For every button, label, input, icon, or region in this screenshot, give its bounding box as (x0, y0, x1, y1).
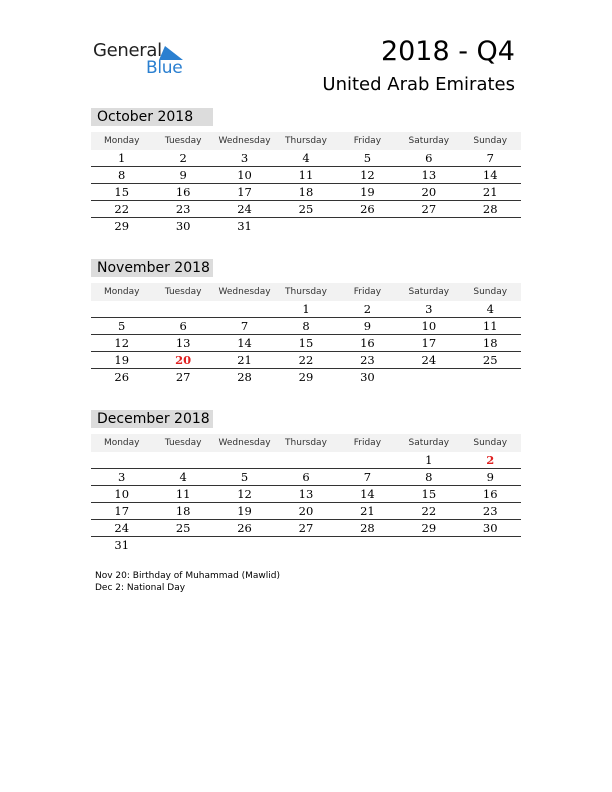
day-cell: 15 (298, 336, 314, 350)
day-cell: 21 (482, 185, 498, 199)
day-cell (91, 301, 152, 317)
month-name: November 2018 (91, 259, 213, 277)
day-cell (337, 537, 398, 554)
week-row (91, 520, 521, 537)
weekday-label: Friday (353, 438, 382, 448)
month-name: December 2018 (91, 410, 213, 428)
day-cell: 4 (486, 302, 494, 316)
day-cell (398, 369, 459, 386)
day-cell (460, 369, 521, 386)
day-cell: 31 (237, 219, 252, 233)
day-cell: 7 (486, 151, 494, 165)
weekday-label: Thursday (285, 287, 327, 297)
day-cell: 18 (298, 185, 314, 199)
day-cell: 14 (482, 168, 498, 182)
day-cell (152, 452, 213, 468)
weekday-label: Monday (103, 287, 140, 297)
holiday-notes (95, 570, 280, 594)
day-cell (337, 218, 398, 235)
day-cell: 2 (486, 453, 495, 467)
day-cell: 1 (302, 302, 310, 316)
weekday-header (91, 132, 521, 150)
weekday-header (91, 434, 521, 452)
month-november (91, 259, 521, 386)
week-row (91, 301, 521, 318)
day-cell: 24 (237, 202, 252, 216)
day-cell: 15 (421, 487, 437, 501)
week-row (91, 486, 521, 503)
week-row (91, 218, 521, 235)
day-cell: 17 (421, 336, 437, 350)
day-cell: 29 (114, 219, 130, 233)
day-cell: 13 (421, 168, 437, 182)
day-cell: 25 (482, 353, 498, 367)
day-cell: 11 (298, 168, 314, 182)
day-cell: 29 (298, 370, 314, 384)
weekday-label: Saturday (408, 136, 450, 146)
day-cell: 30 (482, 521, 498, 535)
day-cell: 26 (360, 202, 375, 216)
day-cell: 4 (302, 151, 310, 165)
day-cell: 21 (237, 353, 252, 367)
day-cell: 2 (363, 302, 372, 316)
day-cell (152, 537, 213, 554)
day-cell: 3 (425, 302, 433, 316)
weekday-label: Friday (353, 287, 382, 297)
day-cell: 7 (240, 319, 249, 333)
weekday-label: Tuesday (164, 136, 202, 146)
day-cell: 20 (298, 504, 314, 518)
week-row (91, 201, 521, 218)
day-cell: 5 (363, 151, 372, 165)
logo-blue-text: Blue (146, 58, 183, 78)
day-cell: 17 (114, 504, 130, 518)
day-cell: 16 (482, 487, 498, 501)
note-item: Nov 20: Birthday of Muhammad (Mawlid) (95, 571, 281, 581)
day-cell (91, 452, 152, 468)
weekday-label: Sunday (473, 136, 508, 146)
day-cell: 9 (363, 319, 372, 333)
day-cell: 27 (175, 370, 191, 384)
day-cell: 16 (360, 336, 375, 350)
day-cell: 6 (179, 319, 187, 333)
day-cell: 10 (114, 487, 130, 501)
day-cell: 3 (240, 151, 249, 165)
weekday-label: Monday (103, 136, 140, 146)
weekday-label: Sunday (473, 438, 508, 448)
week-row (91, 167, 521, 184)
logo (93, 40, 193, 80)
day-cell (398, 537, 459, 554)
weekday-label: Saturday (408, 438, 450, 448)
weekday-label: Thursday (285, 136, 327, 146)
day-cell: 28 (482, 202, 498, 216)
day-cell: 8 (302, 319, 310, 333)
day-cell: 24 (114, 521, 130, 535)
day-cell: 6 (425, 151, 433, 165)
day-cell: 28 (360, 521, 375, 535)
day-cell: 14 (237, 336, 252, 350)
day-cell: 13 (175, 336, 191, 350)
note-item: Dec 2: National Day (95, 583, 186, 593)
day-cell: 7 (363, 470, 372, 484)
day-cell (214, 537, 275, 554)
week-row (91, 537, 521, 554)
month-december (91, 410, 521, 554)
month-name: October 2018 (91, 108, 213, 126)
day-cell: 14 (360, 487, 375, 501)
weekday-label: Wednesday (218, 438, 271, 448)
week-row (91, 318, 521, 335)
day-cell: 26 (114, 370, 130, 384)
day-cell (398, 218, 459, 235)
day-cell (337, 452, 398, 468)
day-cell: 13 (298, 487, 314, 501)
day-cell (275, 537, 336, 554)
day-cell: 11 (175, 487, 191, 501)
week-row (91, 503, 521, 520)
logo-general-text: General (93, 40, 162, 61)
day-cell: 2 (179, 151, 187, 165)
day-cell: 19 (237, 504, 252, 518)
week-row (91, 335, 521, 352)
day-cell: 8 (425, 470, 433, 484)
day-cell (214, 452, 275, 468)
weekday-label: Tuesday (164, 438, 202, 448)
day-cell: 19 (114, 353, 130, 367)
day-cell (152, 301, 213, 317)
weekday-header (91, 283, 521, 301)
day-cell: 18 (482, 336, 498, 350)
day-cell: 27 (421, 202, 437, 216)
day-cell: 12 (237, 487, 252, 501)
day-cell: 5 (118, 319, 126, 333)
day-cell: 28 (237, 370, 252, 384)
weekday-label: Thursday (285, 438, 327, 448)
day-cell (460, 218, 521, 235)
weekday-label: Tuesday (164, 287, 202, 297)
day-cell: 4 (179, 470, 187, 484)
week-row (91, 150, 521, 167)
day-cell: 19 (360, 185, 375, 199)
day-cell: 8 (118, 168, 126, 182)
day-cell: 6 (302, 470, 310, 484)
day-cell: 16 (175, 185, 191, 199)
day-cell: 3 (118, 470, 126, 484)
day-cell: 25 (175, 521, 191, 535)
week-row (91, 469, 521, 486)
day-cell: 23 (360, 353, 375, 367)
day-cell: 22 (298, 353, 314, 367)
day-cell: 26 (237, 521, 252, 535)
weekday-label: Sunday (473, 287, 508, 297)
day-cell: 5 (240, 470, 249, 484)
day-cell: 23 (175, 202, 191, 216)
day-cell: 20 (175, 353, 192, 367)
weekday-label: Wednesday (218, 136, 271, 146)
day-cell: 10 (237, 168, 252, 182)
country-name: United Arab Emirates (322, 74, 515, 95)
week-row (91, 352, 521, 369)
week-row (91, 452, 521, 469)
weekday-label: Friday (353, 136, 382, 146)
month-october (91, 108, 521, 235)
weekday-label: Saturday (408, 287, 450, 297)
day-cell: 1 (118, 151, 126, 165)
day-cell: 10 (421, 319, 437, 333)
day-cell: 31 (114, 538, 130, 552)
day-cell: 15 (114, 185, 130, 199)
day-cell: 22 (421, 504, 437, 518)
weekday-label: Monday (103, 438, 140, 448)
day-cell: 29 (421, 521, 437, 535)
day-cell: 25 (298, 202, 314, 216)
day-cell: 12 (114, 336, 130, 350)
day-cell: 21 (360, 504, 375, 518)
page-title: 2018 - Q4 (380, 36, 515, 67)
weekday-label: Wednesday (218, 287, 271, 297)
day-cell: 17 (237, 185, 252, 199)
day-cell: 30 (360, 370, 375, 384)
day-cell: 22 (114, 202, 130, 216)
day-cell (214, 301, 275, 317)
day-cell: 1 (425, 453, 433, 467)
day-cell (275, 452, 336, 468)
day-cell (275, 218, 336, 235)
day-cell: 27 (298, 521, 314, 535)
day-cell (460, 537, 521, 554)
day-cell: 18 (175, 504, 191, 518)
day-cell: 20 (421, 185, 437, 199)
day-cell: 24 (421, 353, 437, 367)
week-row (91, 369, 521, 386)
day-cell: 23 (482, 504, 498, 518)
day-cell: 9 (179, 168, 187, 182)
week-row (91, 184, 521, 201)
day-cell: 30 (175, 219, 191, 233)
day-cell: 9 (486, 470, 494, 484)
day-cell: 11 (482, 319, 498, 333)
day-cell: 12 (360, 168, 375, 182)
